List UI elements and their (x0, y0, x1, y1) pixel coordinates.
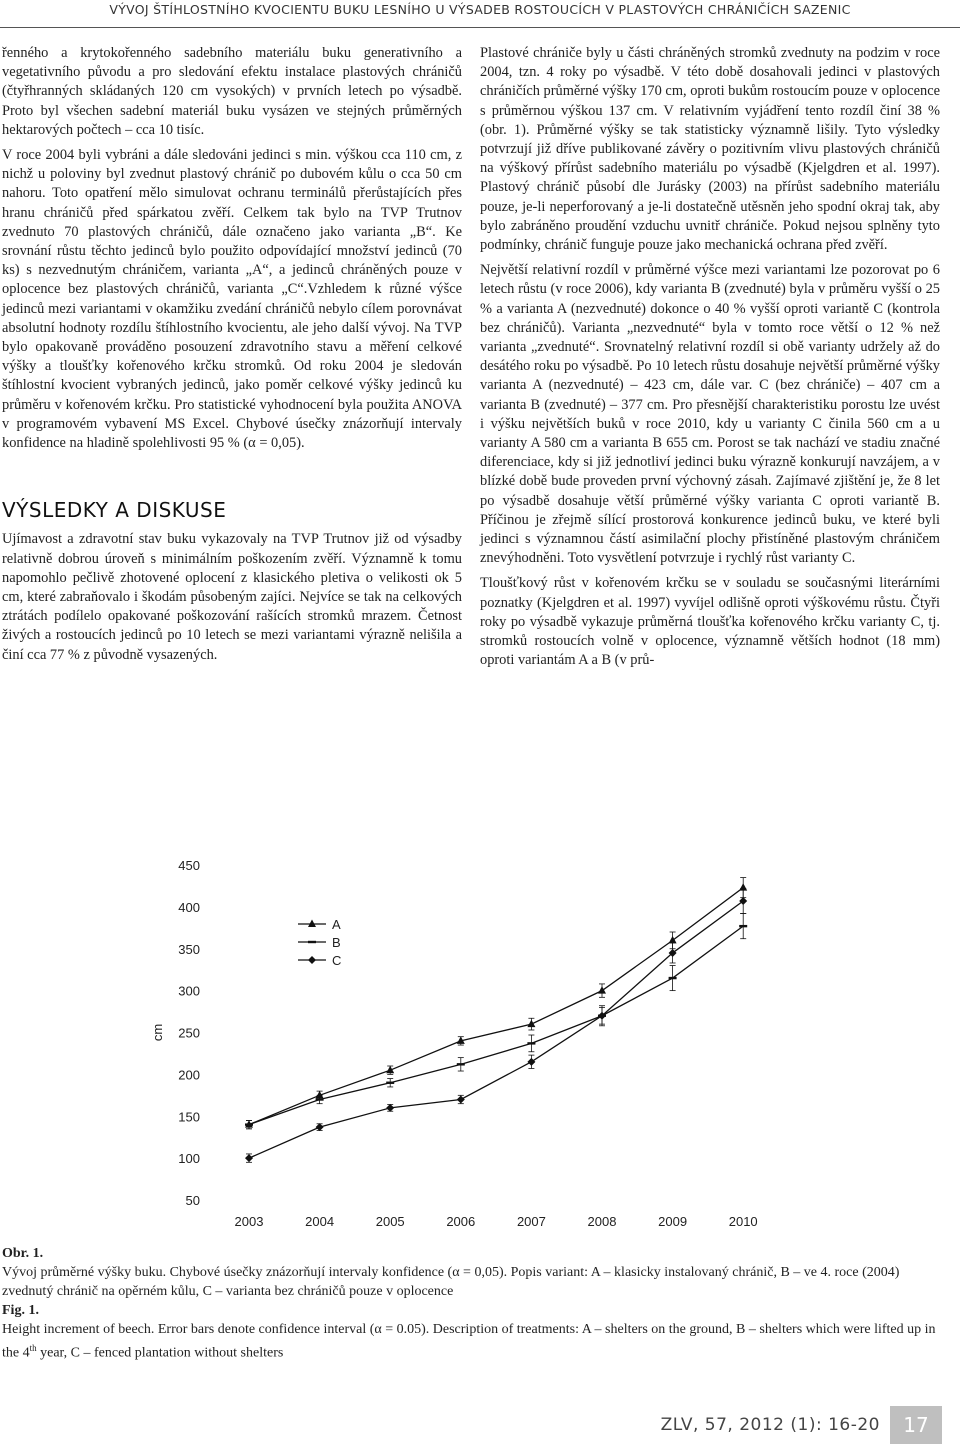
left-paragraph-2: V roce 2004 byli vybráni a dále sledováni jedinci s min. výškou cca 110 cm, z nichž u poloviny byl zvednut plastový chránič po dubovém kůlu o cca 50 cm nahoru. Toto opatření mělo simulovat ochranu terminálů přerůstajících přes hranu chráničů před spárkatou zvěří. Celkem tak bylo na TVP Trutnov zvednuto 70 plastových chráničů, dále označeno jako varianta „B“. Ke srovnání růstu těchto jedinců bylo použito odpovídající množství jedinců (70 ks) s nezvednutým chráničem, varianta „A“, a jedinců chráněných pouze v oplocence bez plastových chráničů, varianta „C“.Vzhledem k různé výšce jedinců mezi variantami v okamžiku zvedání chráničů nebylo cílem porovnávat absolutní hodnoty rozdílu štíhlostního kvocientu, ale jeho další vývoj. Na TVP bylo opakovaně prováděno posouzení zdravotního stavu a měření celkové výšky a tloušťky kořenového krčku stromků. Od roku 2004 je sledován štíhlostní kvocient vybraných jedinců, jako poměr celkové výšky jedinců ku průměru v kořenovém krčku. Pro statistické vyhodnocení byla použita ANOVA v programovém vybavení MS Excel. Chybové úsečky znázorňují intervaly konfidence na hladině spolehlivosti 95 % (α = 0,05). (2, 147, 462, 452)
marker-B (308, 941, 316, 943)
legend-label-C: C (332, 953, 342, 968)
caption-en-label: Fig. 1. (2, 1303, 39, 1318)
marker-B (527, 1042, 535, 1044)
marker-C (308, 956, 316, 964)
results-paragraph: Ujímavost a zdravotní stav buku vykazovaly na TVP Trutnov již od výsadby relativně dobrou úroveň s minimálním poškozením zvěří. Významně k tomu napomohlo pečlivě zhotovené oplocení z klasického pletiva o velikosti ok 5 cm, které zabraňovalo i škodám působeným zajíci. Nejvíce se tak na celkových ztrátách podílelo opakované poškozování rašících stromků mrazem. Četnost živých a rostoucích jedinců po 10 letech se mezi variantami výrazně nelišila a činí cca 77 % z původně vysazených. (2, 531, 462, 663)
left-paragraph-1: řenného a krytokořenného sadebního materiálu buku generativního a vegetativního původu a pro sledování efektu instalace plastových chráničů (čtyřhranných skládaných 120 cm vysokých) v prvních letech po výsadbě. Proto byl všechen sadební materiál buku vysázen ve stejných průměrných hektarových počtech – cca 10 tisíc. (2, 45, 462, 138)
x-tick-label: 2006 (446, 1214, 476, 1229)
marker-B (386, 1082, 394, 1084)
legend-label-A: A (332, 917, 341, 932)
right-paragraph-3: Tloušťkový růst v kořenovém krčku se v souladu se současnými literárními poznatky (Kjelgdren et al. 1997) vyvíjel odlišně oproti výškovému růstu. Čtyři roky po výsadbě vykazuje průměrná tloušťka kořenového krčku varianty C, tj. stromků rostoucích volně v oplocence, významně větších hodnot (18 mm) oproti variantám A a B (v prů- (480, 575, 940, 669)
caption-en-text: Height increment of beech. Error bars denote confidence interval (α = 0.05). Description of treatments: A – shelters on the ground, B – shelters which were lifted up in the 4th year, C – fenced plantation without shelters (2, 1322, 936, 1361)
y-tick-label: 200 (178, 1067, 200, 1083)
y-tick-label: 350 (178, 941, 200, 957)
x-tick-label: 2007 (516, 1214, 546, 1229)
right-column (480, 44, 940, 677)
marker-C (527, 1058, 535, 1066)
height-chart-svg (0, 838, 960, 1238)
y-axis-label: cm (150, 1023, 165, 1042)
section-title: VÝSLEDKY A DISKUSE (2, 498, 227, 523)
series-line-C (249, 901, 743, 1158)
x-tick-label: 2009 (658, 1214, 688, 1229)
x-tick-label: 2004 (305, 1214, 335, 1229)
left-column (2, 44, 462, 671)
y-tick-label: 250 (178, 1025, 200, 1041)
y-tick-label: 300 (178, 983, 200, 999)
x-tick-label: 2008 (587, 1214, 617, 1229)
marker-B (457, 1063, 465, 1065)
marker-A (598, 986, 606, 994)
marker-B (245, 1123, 253, 1125)
x-tick-label: 2003 (234, 1214, 264, 1229)
marker-C (386, 1104, 394, 1112)
series-line-A (249, 888, 743, 1125)
running-title: VÝVOJ ŠTÍHLOSTNÍHO KVOCIENTU BUKU LESNÍHO U VÝSADEB ROSTOUCÍCH V PLASTOVÝCH CHRÁNIČÍCH SAZENIC (109, 2, 851, 17)
marker-C (245, 1154, 253, 1162)
x-tick-label: 2005 (375, 1214, 405, 1229)
marker-C (316, 1123, 324, 1131)
right-paragraph-2: Největší relativní rozdíl v průměrné výšce mezi variantami lze pozorovat po 6 letech růstu (v roce 2006), kdy varianta B (zvednuté) byla v průměru vyšší o 25 % a varianta A (nezvednuté) dokonce o 40 % vyšší oproti variantě C (kontrola bez chráničů). Varianta „nezvednuté“ byla v tomto roce větší o 12 % než varianta „zvednuté“. Srovnatelný relativní rozdíl si obě varianty udržely až do desátého roku po výsadbě. Po 10 letech růstu dosahuje největší průměrné výšky varianta A (nezvednuté) – 423 cm, dále var. C (bez chrániče) – 407 cm a varianta B (zvednuté) – 377 cm. Pro přesnější charakteristiku porostu lze uvést i výšku největších buků v roce 2010, kdy u varianty C činila 560 cm a u varianty A 580 cm a varianta B 655 cm. Porost se tak nachází ve stadiu značné diferenciace, kdy si již jednotliví jedinci buku výrazně konkurují navzájem, a v blízké době bude proveden první výchovný zásah. Zajímavé zjištění je, že 8 let po výsadbě dosahuje větší průměrné výšky varianta C oproti variantě B. Příčinou je zřejmě sílící prostorová konkurence jedinců buku, ve které byli jedinci s významnou částí asimilační plochy přistíněné plastovým chráničem znevýhodněni. Toto vysvětlení potvrzuje i rychlý růst varianty C. (480, 262, 940, 567)
figure-chart (0, 838, 960, 1238)
journal-citation: ZLV, 57, 2012 (1): 16-20 (660, 1415, 880, 1435)
header-divider (0, 27, 960, 28)
y-tick-label: 150 (178, 1109, 200, 1125)
caption-cz-text: Vývoj průměrné výšky buku. Chybové úsečky znázorňují intervaly konfidence (α = 0,05). Popis variant: A – klasicky instalovaný chránič, B – ve 4. roce (2004) zvednutý chránič na opěrném kůlu, C – varianta bez chráničů pouze v oplocence (2, 1265, 900, 1299)
y-tick-label: 450 (178, 858, 200, 873)
y-tick-label: 100 (178, 1151, 200, 1167)
marker-B (739, 925, 747, 927)
marker-A (669, 936, 677, 944)
marker-A (308, 920, 316, 928)
page-number: 17 (890, 1406, 942, 1444)
marker-C (457, 1096, 465, 1104)
y-tick-label: 400 (178, 899, 200, 915)
marker-B (669, 977, 677, 979)
right-paragraph-1: Plastové chrániče byly u části chráněných stromků zvednuty na podzim v roce 2004, tzn. 4 roky po výsadbě. V této době dosahovali jedinci v plastových chráničích průměrné výšky 170 cm, oproti bukům rostoucím pouze v oplocence s průměrnou výškou 137 cm. V relativním vyjádření tento rozdíl činí 38 % (obr. 1). Průměrné výšky se tak statisticky významně lišily. Tyto výsledky potvrzují již dříve publikované závěry o pozitivním vlivu plastových chráničů na výškový přírůst sadebního materiálu po výsadbě (Kjelgdren et al. 1997). Plastový chránič působí dle Jurásky (2003) na přírůst sadebního materiálu pouze, je-li neperforovaný a je-li dostatečně utěsněn jeho spodní okraj tak, aby bylo zabráněno proudění vzduchu uvnitř chrániče. Pokud nejsou splněny tyto podmínky, chránič funguje pouze jako mechanická ochrana před zvěří. (480, 45, 940, 254)
marker-B (316, 1098, 324, 1100)
legend-label-B: B (332, 935, 341, 950)
caption-cz-label: Obr. 1. (2, 1246, 44, 1261)
x-tick-label: 2010 (728, 1214, 758, 1229)
figure-caption (2, 1244, 952, 1363)
y-tick-label: 50 (185, 1193, 200, 1208)
